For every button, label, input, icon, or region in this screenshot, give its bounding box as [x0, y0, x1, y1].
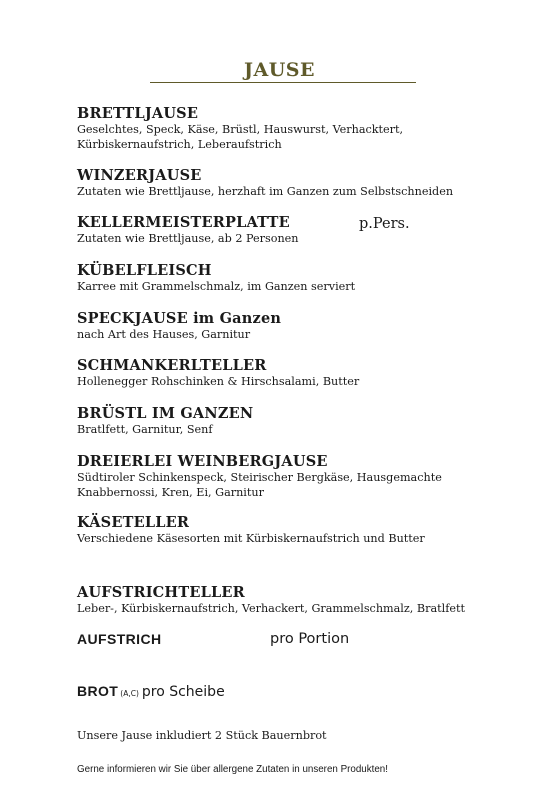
- bread-note: Unsere Jause inkludiert 2 Stück Bauernbrot: [77, 729, 327, 742]
- allergen-note: Gerne informieren wir Sie über allergene Zutaten in unseren Produkten!: [77, 764, 388, 775]
- menu-item-dreierlei-weinbergjause: [77, 453, 537, 500]
- item-description: Bratlfett, Garnitur, Senf: [77, 423, 213, 436]
- menu-item-bruestl: [77, 405, 537, 437]
- allergen-codes: (A,C): [120, 689, 139, 698]
- item-name-row: [77, 682, 537, 703]
- item-description: Geselchtes, Speck, Käse, Brüstl, Hauswurst, Verhacktert, Kürbiskernaufstrich, Leberaufstrich: [77, 123, 404, 151]
- item-name: BRÜSTL IM GANZEN: [77, 405, 254, 422]
- item-name: WINZERJAUSE: [77, 167, 202, 184]
- menu-item-kellermeisterplatte: [77, 214, 537, 246]
- page-title: JAUSE: [243, 59, 315, 81]
- item-name: AUFSTRICHTELLER: [77, 584, 245, 601]
- title-underline: [150, 82, 416, 83]
- item-unit: p.Pers.: [359, 216, 410, 232]
- item-unit: pro Scheibe: [141, 684, 225, 700]
- item-unit: pro Portion: [270, 631, 350, 647]
- menu-item-speckjause: [77, 310, 537, 342]
- item-description: Verschiedene Käsesorten mit Kürbiskernaufstrich und Butter: [77, 532, 425, 545]
- item-description: Leber-, Kürbiskernaufstrich, Verhackert, Grammelschmalz, Bratlfett: [77, 602, 465, 615]
- item-description: nach Art des Hauses, Garnitur: [77, 328, 251, 341]
- menu-item-schmankerlteller: [77, 357, 537, 389]
- item-name: BROT: [77, 683, 119, 699]
- menu-item-winzerjause: [77, 167, 537, 199]
- item-name: SPECKJAUSE im Ganzen: [77, 310, 282, 327]
- item-name: AUFSTRICH: [77, 631, 162, 647]
- menu-item-brot: [77, 682, 537, 703]
- menu-item-kaeseteller: [77, 514, 537, 546]
- item-description: Hollenegger Rohschinken & Hirschsalami, Butter: [77, 375, 360, 388]
- item-name: KÄSETELLER: [77, 514, 190, 531]
- item-name: KELLERMEISTERPLATTE: [77, 214, 290, 231]
- item-name: KÜBELFLEISCH: [77, 262, 212, 279]
- item-description: Karree mit Grammelschmalz, im Ganzen serviert: [77, 280, 356, 293]
- item-name: DREIERLEI WEINBERGJAUSE: [77, 453, 328, 470]
- item-name: SCHMANKERLTELLER: [77, 357, 267, 374]
- menu-item-brettljause: [77, 105, 537, 152]
- item-name: BRETTLJAUSE: [77, 105, 199, 122]
- item-description: Zutaten wie Brettljause, ab 2 Personen: [77, 232, 299, 245]
- item-description: Südtiroler Schinkenspeck, Steirischer Bergkäse, Hausgemachte Knabbernossi, Kren, Ei, Garnitur: [77, 471, 442, 499]
- menu-item-aufstrichteller: [77, 584, 537, 616]
- item-description: Zutaten wie Brettljause, herzhaft im Ganzen zum Selbstschneiden: [77, 185, 454, 198]
- menu-item-kuebelfleisch: [77, 262, 537, 294]
